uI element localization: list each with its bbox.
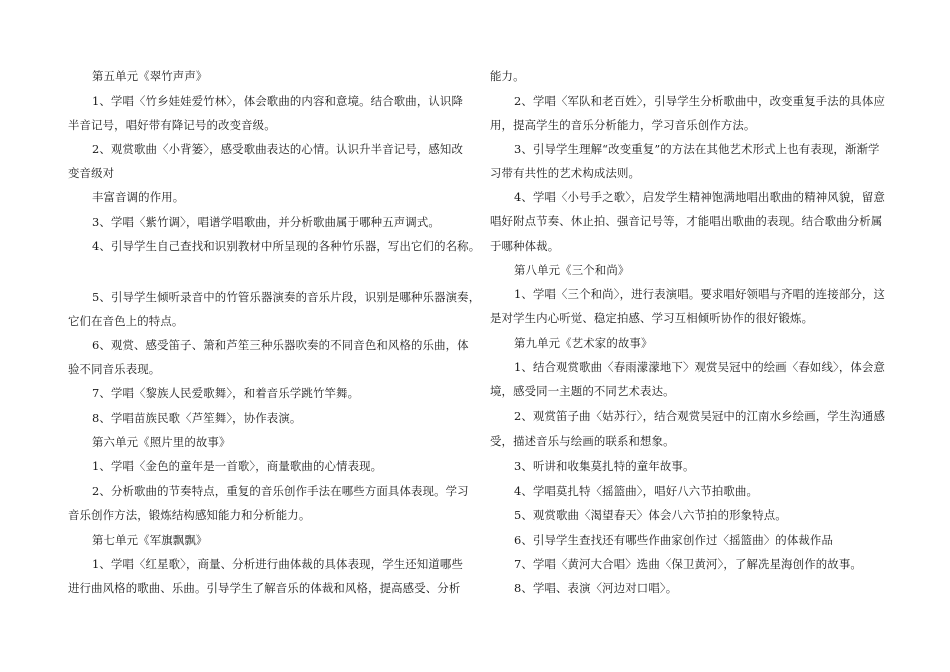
left-text-line: 进行曲风格的歌曲、乐曲。引导学生了解音乐的体裁和风格，提高感受、分析 [68, 581, 461, 595]
right-text-line: 3、引导学生理解“改变重复”的方法在其他艺术形式上也有表现，渐渐学 [514, 142, 880, 156]
right-text-line: 能力。 [490, 69, 525, 83]
right-text-line: 是对学生内心听觉、稳定拍感、学习互相倾听协作的很好锻炼。 [490, 311, 814, 325]
right-text-line: 2、学唱〈军队和老百姓〉，引导学生分析歌曲中，改变重复手法的具体应 [514, 94, 885, 108]
right-text-line: 用，提高学生的音乐分析能力，学习音乐创作方法。 [490, 118, 756, 132]
left-text-line: 8、学唱苗族民歌〈芦笙舞〉，协作表演。 [92, 411, 302, 425]
left-text-line: 第六单元《照片里的故事》 [92, 435, 231, 449]
right-text-line: 1、结合观赏歌曲〈春雨濛濛地下〉观赏吴冠中的绘画〈春如线〉，体会意 [514, 360, 885, 374]
right-text-line: 7、学唱〈黄河大合唱〉选曲〈保卫黄河〉，了解冼星海创作的故事。 [514, 557, 862, 571]
right-text-line: 2、观赏笛子曲〈姑苏行〉，结合观赏吴冠中的江南水乡绘画，学生沟通感 [514, 409, 885, 423]
left-text-line: 2、分析歌曲的节奏特点，重复的音乐创作手法在哪些方面具体表现。学习 [92, 484, 469, 498]
right-text-line: 受，描述音乐与绘画的联系和想象。 [490, 434, 675, 448]
left-text-line: 它们在音色上的特点。 [68, 314, 184, 328]
left-text-line: 4、引导学生自己查找和识别教材中所呈现的各种竹乐器，写出它们的名称。 [92, 239, 481, 253]
right-text-line: 第九单元《艺术家的故事》 [514, 336, 653, 350]
left-text-line: 音乐创作方法，锻炼结构感知能力和分析能力。 [68, 508, 311, 522]
right-text-line: 第八单元《三个和尚》 [514, 263, 630, 277]
right-text-line: 习带有共性的艺术构成法则。 [490, 166, 641, 180]
left-text-line: 第七单元《军旗飘飘》 [92, 533, 208, 547]
left-text-line: 第五单元《翠竹声声》 [92, 69, 208, 83]
right-text-line: 于哪种体裁。 [490, 239, 560, 253]
left-text-line: 2、观赏歌曲〈小背篓〉，感受歌曲表达的心情。认识升半音记号，感知改 [92, 142, 463, 156]
right-text-line: 8、学唱、表演〈河边对口唱〉。 [514, 581, 678, 595]
left-text-line: 丰富音调的作用。 [92, 190, 185, 204]
right-text-line: 4、学唱〈小号手之歌〉，启发学生精神饱满地唱出歌曲的精神风貌，留意 [514, 190, 885, 204]
left-text-line: 6、观赏、感受笛子、箫和芦笙三种乐器吹奏的不同音色和风格的乐曲，体 [92, 338, 469, 352]
right-text-line: 唱好附点节奏、休止拍、强音记号等，才能唱出歌曲的表现。结合歌曲分析属 [490, 214, 883, 228]
left-text-line: 半音记号，唱好带有降记号的改变音级。 [68, 118, 276, 132]
right-text-line: 1、学唱〈三个和尚〉，进行表演唱。要求唱好领唱与齐唱的连接部分，这 [514, 287, 885, 301]
left-text-line: 1、学唱〈竹乡娃娃爱竹林〉，体会歌曲的内容和意境。结合歌曲，认识降 [92, 94, 463, 108]
left-text-line: 7、学唱〈黎族人民爱歌舞〉，和着音乐学跳竹竿舞。 [92, 386, 360, 400]
left-text-line: 3、学唱〈紫竹调〉，唱谱学唱歌曲，并分析歌曲属于哪种五声调式。 [92, 215, 440, 229]
right-text-line: 4、学唱莫扎特〈摇篮曲〉，唱好八六节拍歌曲。 [514, 484, 759, 498]
right-text-line: 6、引导学生查找还有哪些作曲家创作过〈摇篮曲〉的体裁作品 [514, 533, 833, 547]
left-text-line: 验不同音乐表现。 [68, 362, 161, 376]
left-text-line: 1、学唱〈金色的童年是一首歌〉，商量歌曲的心情表现。 [92, 459, 383, 473]
left-text-line: 5、引导学生倾听录音中的竹管乐器演奏的音乐片段，识别是哪种乐器演奏， [92, 290, 481, 304]
right-text-line: 3、听讲和收集莫扎特的童年故事。 [514, 459, 695, 473]
right-text-line: 5、观赏歌曲〈渴望春天〉体会八六节拍的形象特点。 [514, 508, 787, 522]
left-text-line: 1、学唱〈红星歌〉，商量、分析进行曲体裁的具体表现，学生还知道哪些 [92, 557, 463, 571]
right-text-line: 境，感受同一主题的不同艺术表达。 [490, 384, 675, 398]
left-text-line: 变音级对 [68, 166, 115, 180]
